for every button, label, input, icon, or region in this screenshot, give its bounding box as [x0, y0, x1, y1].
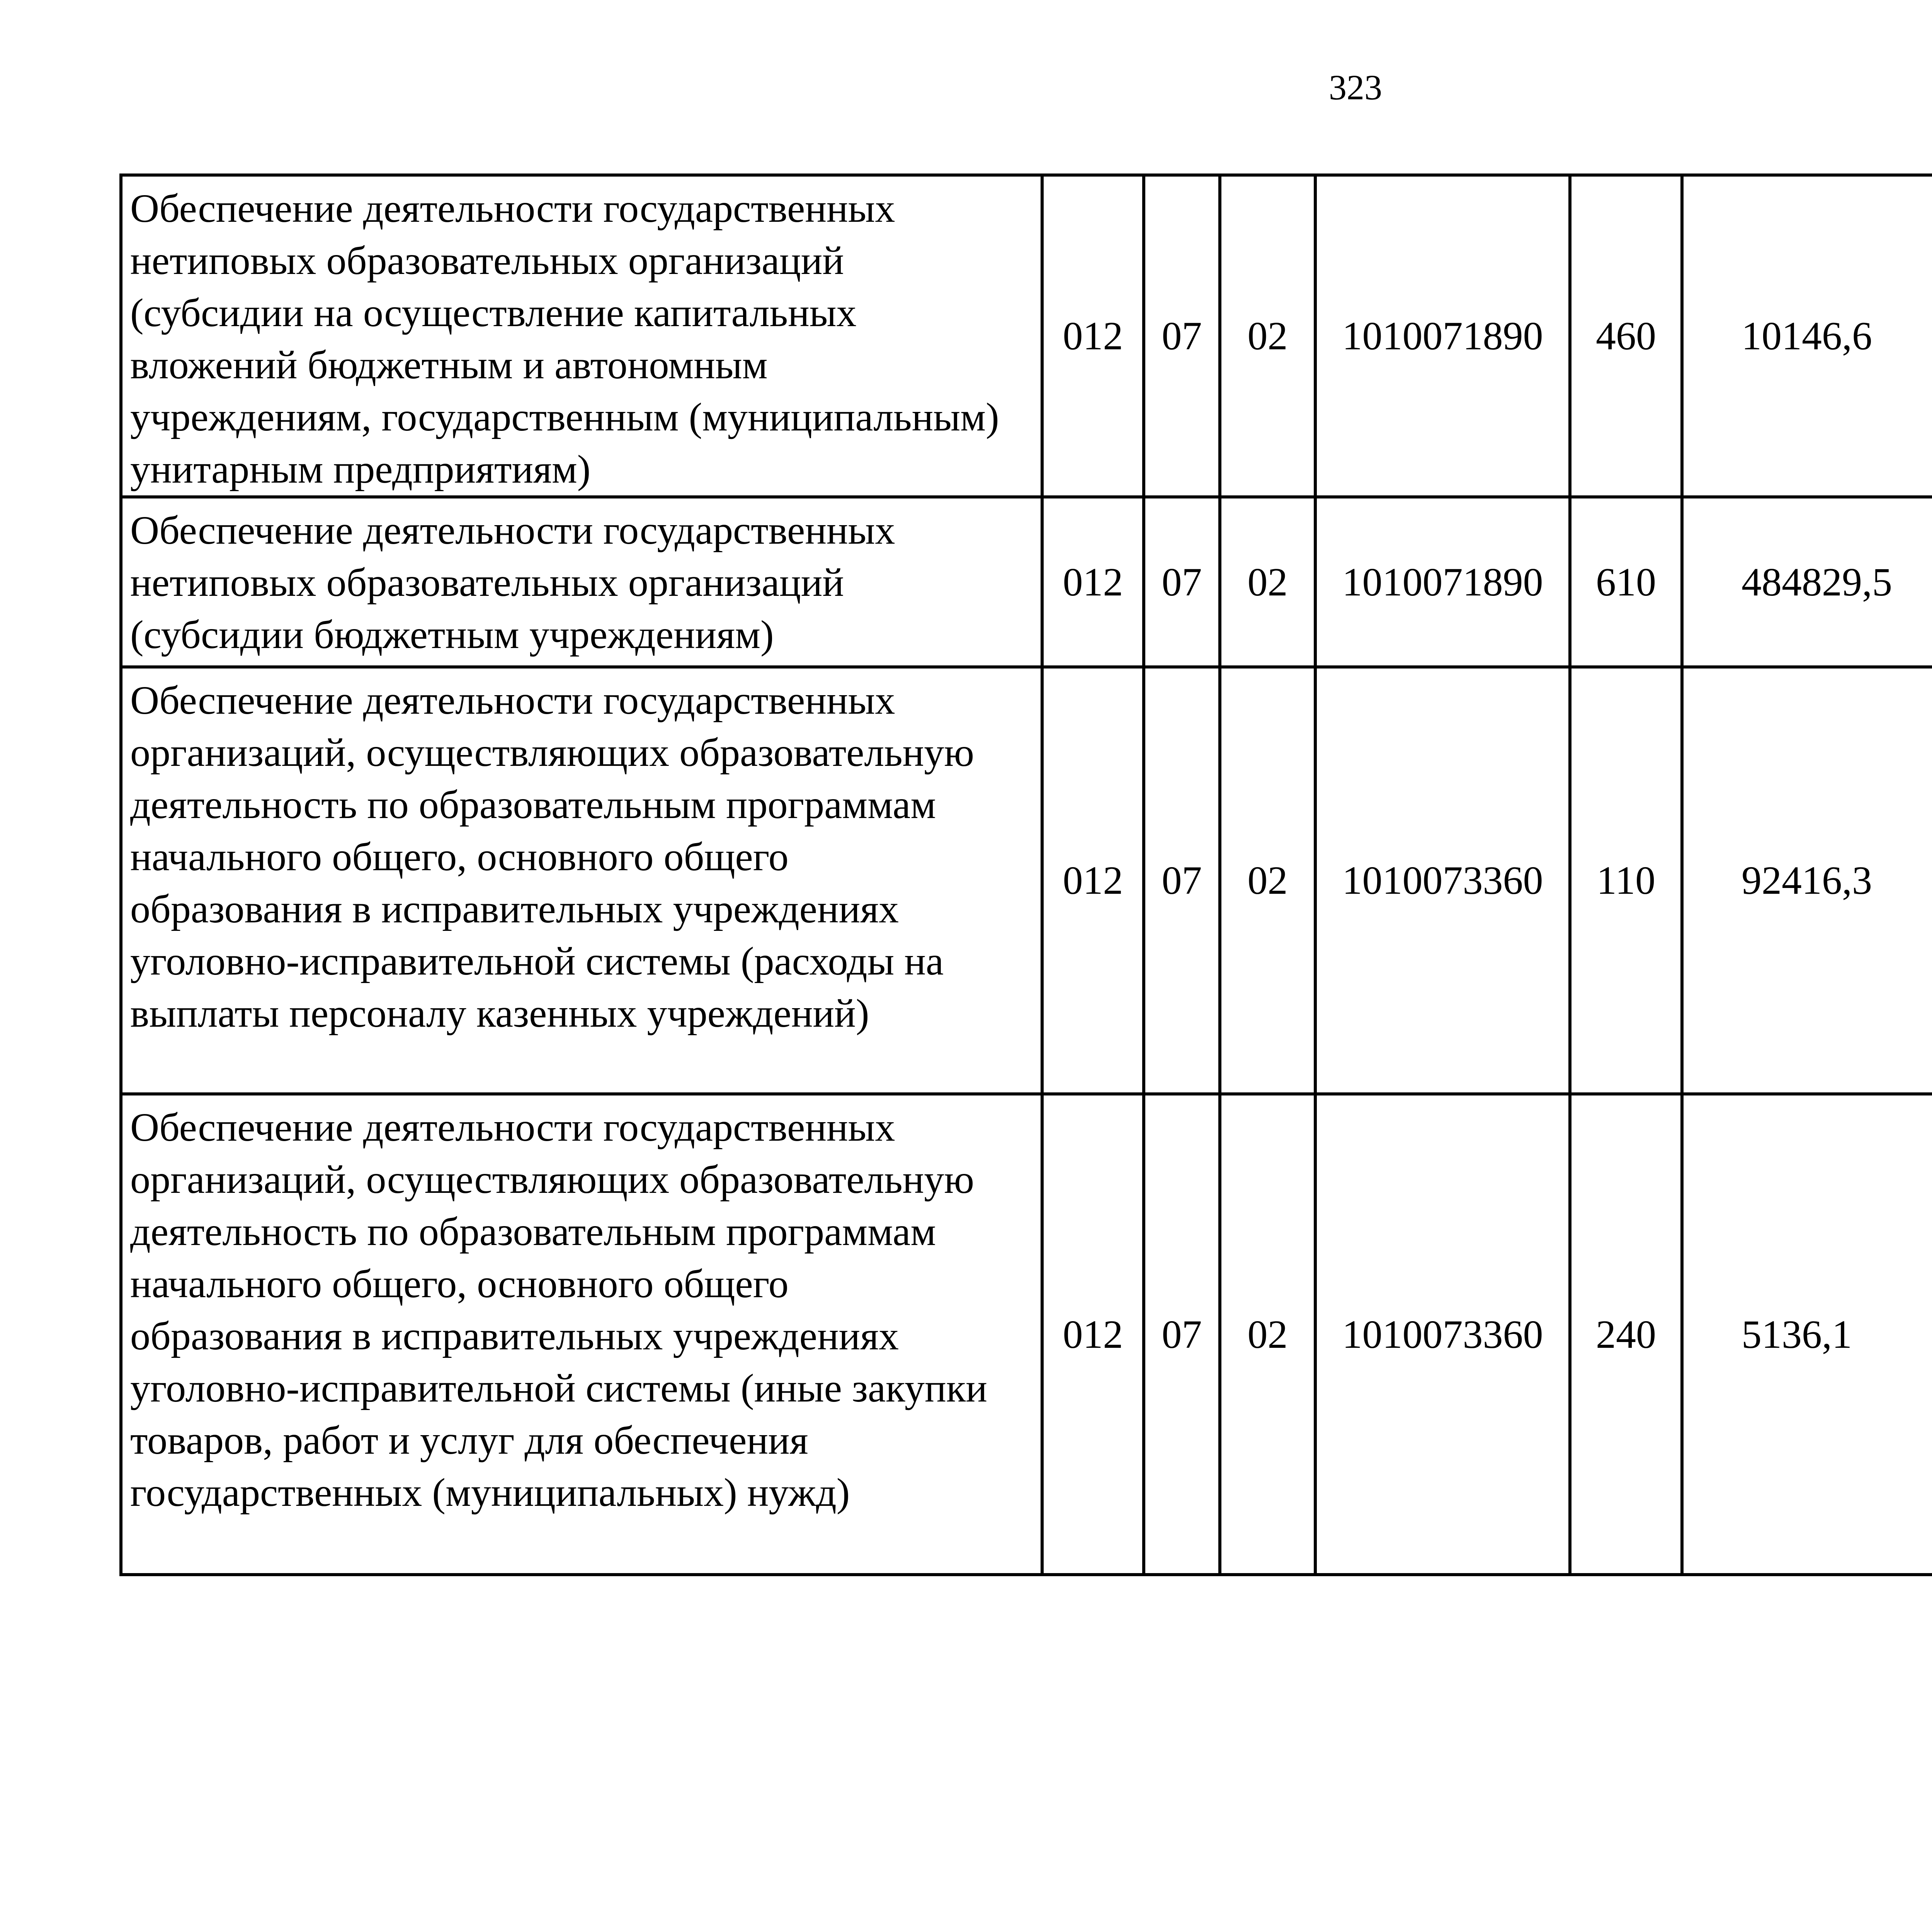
description-line: выплаты персоналу казенных учреждений)	[130, 991, 869, 1036]
page-number: 323	[1329, 68, 1382, 107]
description-line: уголовно-исправительной системы (расходы на	[130, 939, 944, 983]
subsection-code: 02	[1220, 175, 1315, 497]
expense-type-code: 460	[1570, 175, 1682, 497]
target-article-code: 1010071890	[1315, 175, 1570, 497]
target-article-code: 1010073360	[1315, 1094, 1570, 1575]
description-line: унитарным предприятиям)	[130, 447, 591, 492]
description-line: (субсидии бюджетным учреждениям)	[130, 612, 774, 657]
description-line: деятельность по образовательным программам	[130, 782, 936, 827]
subsection-code: 02	[1220, 1094, 1315, 1575]
description-line: организаций, осуществляющих образовательную	[130, 1157, 975, 1202]
target-article-code: 1010073360	[1315, 667, 1570, 1094]
description-line: Обеспечение деятельности государственных	[130, 1105, 895, 1150]
description-line: государственных (муниципальных) нужд)	[130, 1470, 850, 1515]
table-row	[121, 667, 1932, 1094]
amount-1: 5136,1	[1682, 1094, 1932, 1575]
budget-table	[119, 173, 1932, 1576]
expense-type-code: 110	[1570, 667, 1682, 1094]
description-line: деятельность по образовательным программам	[130, 1209, 936, 1254]
section-code: 07	[1144, 497, 1220, 667]
description-line: начального общего, основного общего	[130, 1262, 789, 1306]
subsection-code: 02	[1220, 497, 1315, 667]
description-line: начального общего, основного общего	[130, 835, 789, 879]
table-row	[121, 175, 1932, 497]
table-row	[121, 1094, 1932, 1575]
description-line: образования в исправительных учреждениях	[130, 1314, 899, 1358]
description-line: уголовно-исправительной системы (иные закупки	[130, 1366, 988, 1410]
row-description	[121, 667, 1042, 1094]
description-line: организаций, осуществляющих образовательную	[130, 730, 975, 775]
description-line: нетиповых образовательных организаций	[130, 560, 844, 605]
expense-type-code: 240	[1570, 1094, 1682, 1575]
section-code: 07	[1144, 1094, 1220, 1575]
description-line: вложений бюджетным и автономным	[130, 343, 768, 387]
section-code: 07	[1144, 175, 1220, 497]
row-description	[121, 175, 1042, 497]
description-line: товаров, работ и услуг для обеспечения	[130, 1418, 808, 1463]
amount-1: 10146,6	[1682, 175, 1932, 497]
description-line: учреждениям, государственным (муниципальным)	[130, 395, 999, 439]
target-article-code: 1010071890	[1315, 497, 1570, 667]
ministry-code: 012	[1042, 1094, 1144, 1575]
subsection-code: 02	[1220, 667, 1315, 1094]
description-line: нетиповых образовательных организаций	[130, 238, 844, 283]
row-description	[121, 497, 1042, 667]
expense-type-code: 610	[1570, 497, 1682, 667]
ministry-code: 012	[1042, 175, 1144, 497]
description-line: Обеспечение деятельности государственных	[130, 508, 895, 553]
section-code: 07	[1144, 667, 1220, 1094]
amount-1: 92416,3	[1682, 667, 1932, 1094]
description-line: образования в исправительных учреждениях	[130, 887, 899, 931]
row-description	[121, 1094, 1042, 1575]
table-row	[121, 497, 1932, 667]
ministry-code: 012	[1042, 497, 1144, 667]
description-line: Обеспечение деятельности государственных	[130, 186, 895, 231]
description-line: Обеспечение деятельности государственных	[130, 678, 895, 723]
amount-1: 484829,5	[1682, 497, 1932, 667]
ministry-code: 012	[1042, 667, 1144, 1094]
description-line: (субсидии на осуществление капитальных	[130, 291, 857, 335]
